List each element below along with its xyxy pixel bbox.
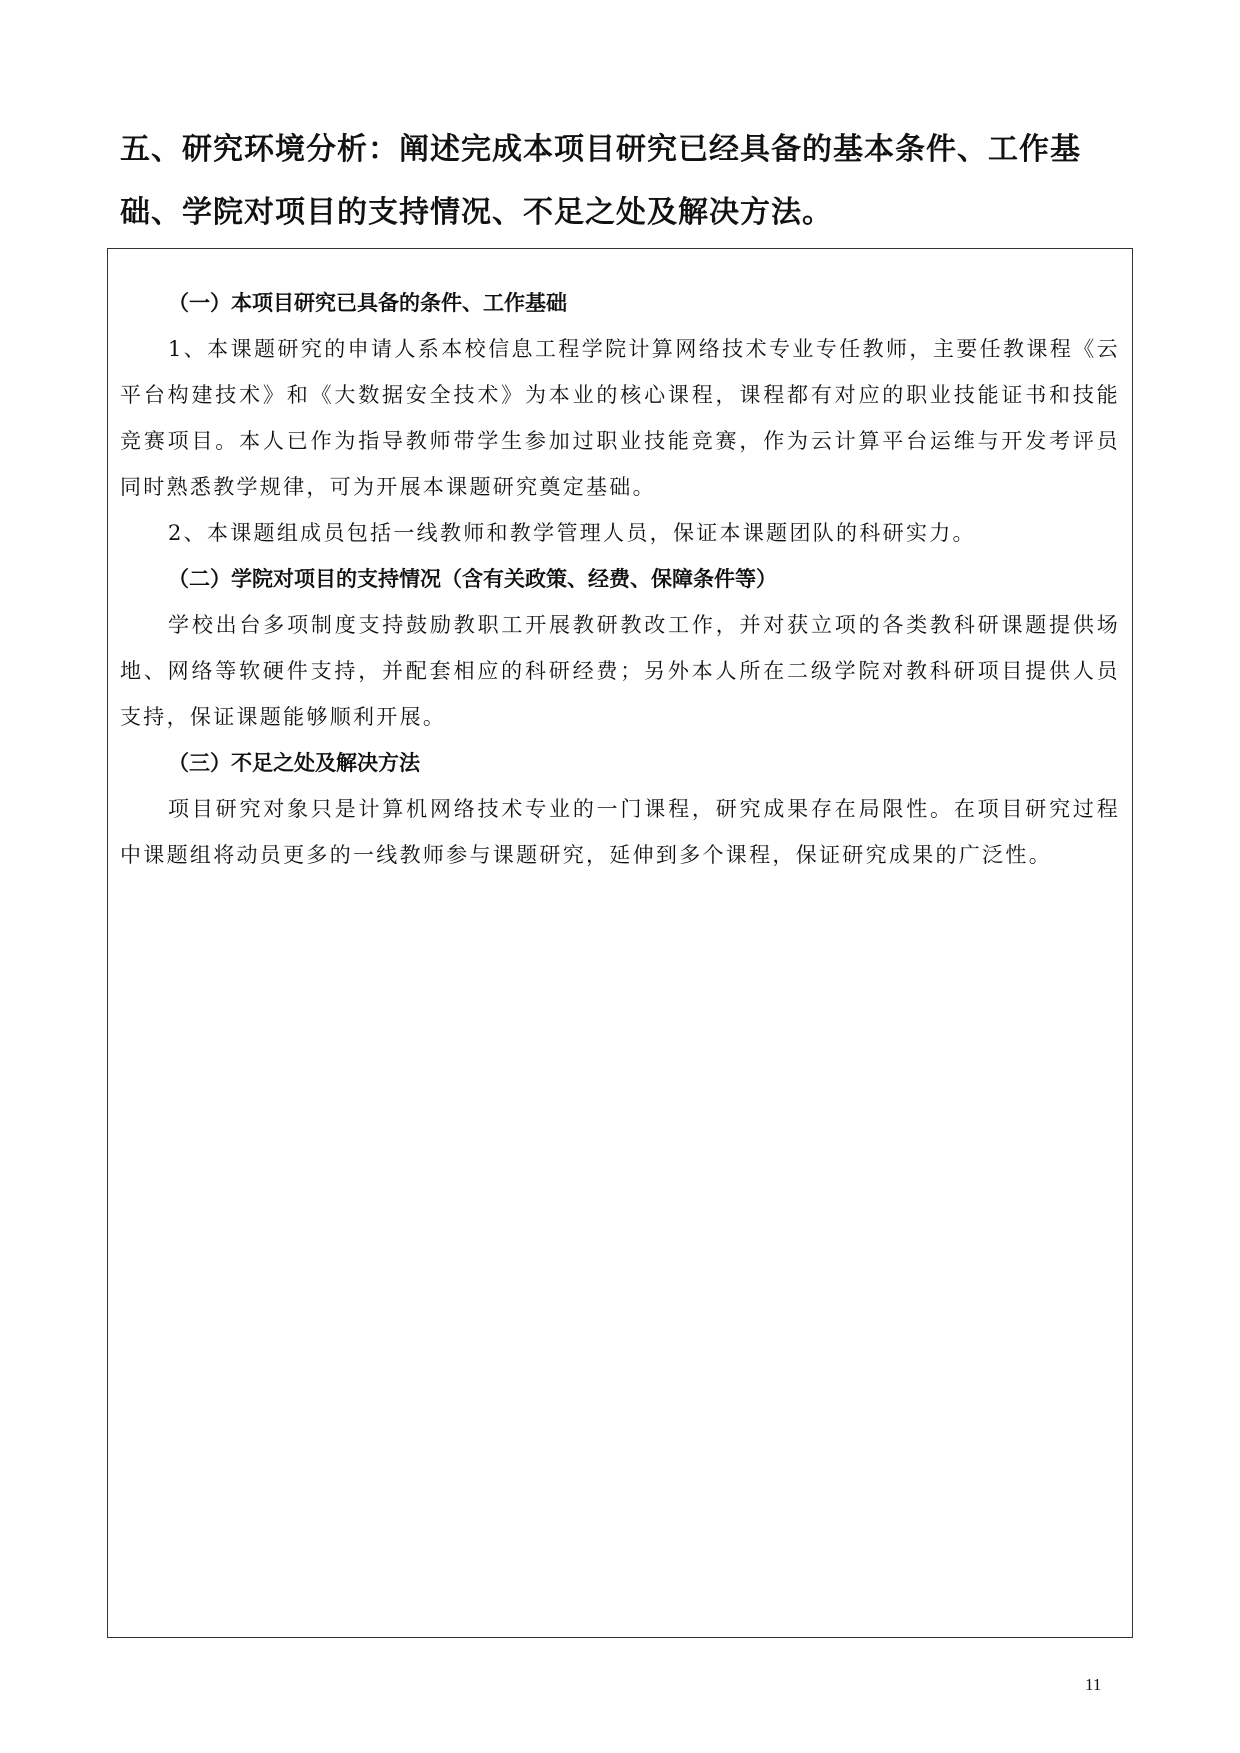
paragraph-1-1: 1、本课题研究的申请人系本校信息工程学院计算网络技术专业专任教师，主要任教课程《云平台构建技术》和《大数据安全技术》为本业的核心课程，课程都有对应的职业技能证书和技能竞赛项目。本人已作为指导教师带学生参加过职业技能竞赛，作为云计算平台运维与开发考评员同时熟悉教学规律，可为开展本课题研究奠定基础。	[120, 337, 1120, 499]
content-body	[120, 280, 1120, 878]
subsection-title-2: （二）学院对项目的支持情况（含有关政策、经费、保障条件等）	[168, 567, 777, 591]
paragraph-3-1: 项目研究对象只是计算机网络技术专业的一门课程，研究成果存在局限性。在项目研究过程中课题组将动员更多的一线教师参与课题研究，延伸到多个课程，保证研究成果的广泛性。	[120, 797, 1120, 867]
page-number: 11	[1085, 1675, 1102, 1694]
subsection-title-1: （一）本项目研究已具备的条件、工作基础	[168, 291, 567, 315]
section-heading: 五、研究环境分析：阐述完成本项目研究已经具备的基本条件、工作基础、学院对项目的支持情况、不足之处及解决方法。	[120, 132, 1081, 230]
subsection-title-3: （三）不足之处及解决方法	[168, 751, 420, 775]
paragraph-1-2: 2、本课题组成员包括一线教师和教学管理人员，保证本课题团队的科研实力。	[168, 521, 976, 545]
paragraph-2-1: 学校出台多项制度支持鼓励教职工开展教研教改工作，并对获立项的各类教科研课题提供场地、网络等软硬件支持，并配套相应的科研经费；另外本人所在二级学院对教科研项目提供人员支持，保证课题能够顺利开展。	[120, 613, 1120, 729]
